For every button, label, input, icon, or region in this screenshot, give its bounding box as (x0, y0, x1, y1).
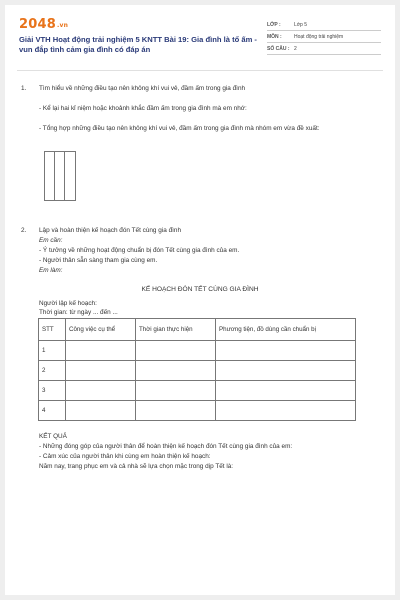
question-1-task-b: - Tổng hợp những điều tạo nên không khí vui vẻ, đầm ấm trong gia đình mà nhóm em vừa đề xuất: (39, 125, 320, 132)
column-header: STT (39, 319, 66, 341)
table-cell[interactable] (216, 401, 356, 421)
answer-box-table (44, 151, 76, 201)
document-title: Giải VTH Hoạt động trải nghiệm 5 KNTT Bài 19: Gia đình là tổ ấm - vun đắp tình cảm gia đình có đáp án (19, 35, 257, 54)
table-cell[interactable] (66, 361, 136, 381)
plan-table-header-row (39, 319, 356, 341)
table-cell[interactable] (136, 341, 216, 361)
meta-row-question-count (267, 43, 381, 55)
question-1-number: 1. (21, 85, 27, 92)
table-cell[interactable] (136, 401, 216, 421)
table-cell[interactable] (136, 381, 216, 401)
meta-info (267, 19, 381, 55)
meta-label: LỚP : (267, 21, 281, 28)
question-2-number: 2. (21, 227, 27, 234)
result-item-1: - Những đóng góp của người thân để hoàn thiện kế hoạch đón Tết cùng gia đình của em: (39, 443, 293, 450)
logo-suffix: .vn (56, 22, 69, 29)
column-header: Phương tiện, đồ dùng cần chuẩn bị (216, 319, 356, 341)
meta-row-class (267, 19, 381, 31)
meta-label: SỐ CÂU : (267, 45, 290, 52)
table-row (39, 381, 356, 401)
header-divider (17, 70, 383, 71)
document-header (19, 17, 381, 63)
meta-value: Lớp 5 (294, 21, 308, 28)
result-item-3: Năm nay, trang phục em và cả nhà sẽ lựa chọn mặc trong dịp Tết là: (39, 463, 234, 470)
table-row (39, 361, 356, 381)
meta-value: 2 (294, 45, 297, 52)
time-line: Thời gian: từ ngày ... đến ... (39, 309, 118, 316)
answer-box-column (65, 152, 75, 200)
plan-table (38, 318, 356, 421)
site-logo[interactable] (19, 17, 68, 32)
question-1-text: Tìm hiểu về những điều tạo nên không khí vui vẻ, đầm ấm trong gia đình (39, 85, 246, 92)
row-number: 4 (39, 401, 66, 421)
meta-value: Hoạt động trải nghiệm (294, 33, 344, 40)
table-cell[interactable] (66, 341, 136, 361)
do-label: Em làm: (39, 267, 63, 274)
result-item-2: - Cảm xúc của người thân khi cùng em hoàn thiện kế hoạch: (39, 453, 211, 460)
question-2-text: Lập và hoàn thiện kế hoạch đón Tết cùng gia đình (39, 227, 182, 234)
need-item-2: - Người thân sẵn sàng tham gia cùng em. (39, 257, 158, 264)
answer-box-column (55, 152, 65, 200)
row-number: 1 (39, 341, 66, 361)
table-cell[interactable] (66, 401, 136, 421)
planner-line: Người lập kế hoạch: (39, 300, 97, 307)
logo-text: 2048 (19, 17, 56, 32)
plan-title: KẾ HOẠCH ĐÓN TẾT CÙNG GIA ĐÌNH (141, 286, 259, 293)
column-header: Công việc cụ thể (66, 319, 136, 341)
meta-row-subject (267, 31, 381, 43)
table-cell[interactable] (136, 361, 216, 381)
answer-box-column (45, 152, 55, 200)
result-label: KẾT QUẢ (39, 433, 67, 440)
need-item-1: - Ý tưởng về những hoạt động chuẩn bị đón Tết cùng gia đình của em. (39, 247, 240, 254)
table-cell[interactable] (66, 381, 136, 401)
table-row (39, 341, 356, 361)
table-cell[interactable] (216, 381, 356, 401)
row-number: 3 (39, 381, 66, 401)
need-label: Em cần: (39, 237, 63, 244)
table-row (39, 401, 356, 421)
table-cell[interactable] (216, 361, 356, 381)
meta-label: MÔN : (267, 33, 282, 40)
row-number: 2 (39, 361, 66, 381)
column-header: Thời gian thực hiện (136, 319, 216, 341)
worksheet-page (5, 5, 395, 595)
table-cell[interactable] (216, 341, 356, 361)
question-1-task-a: - Kể lại hai kỉ niệm hoặc khoảnh khắc đầm ấm trong gia đình mà em nhớ: (39, 105, 247, 112)
